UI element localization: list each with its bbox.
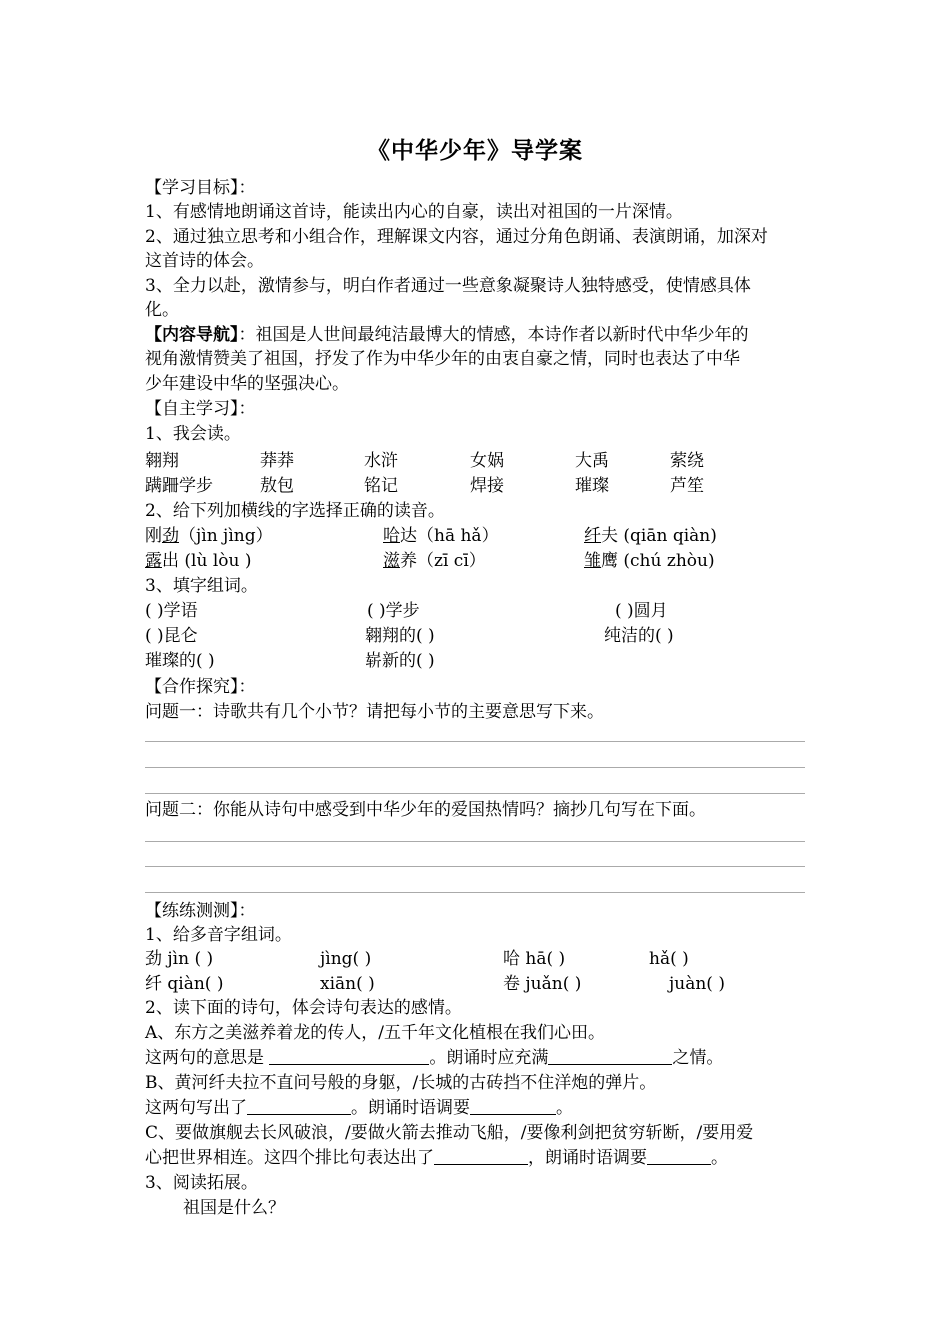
answer-prompt: 之情。 xyxy=(672,1048,724,1068)
objective-line: 2、通过独立思考和小组合作，理解课文内容，通过分角色朗诵、表演朗诵，加深对 xyxy=(145,227,768,247)
poem-c-answer xyxy=(145,1146,728,1170)
answer-prompt: 。 xyxy=(711,1148,728,1168)
fill-blank-item[interactable]: 崭新的( ) xyxy=(365,651,435,671)
pronunciation-item xyxy=(584,524,717,548)
read-word: 蹒跚学步 xyxy=(145,476,213,496)
answer-blank[interactable] xyxy=(247,1098,351,1115)
polyphone-blank[interactable]: 劲 jìn ( ) xyxy=(145,949,214,969)
page-title: 《中华少年》导学案 xyxy=(367,137,583,164)
underlined-char: 劲 xyxy=(162,526,179,546)
cooperate-question-1: 问题一：诗歌共有几个小节？请把每小节的主要意思写下来。 xyxy=(145,702,604,722)
answer-blank[interactable] xyxy=(647,1148,711,1165)
answer-prompt: ，朗诵时语调要 xyxy=(528,1148,647,1168)
pinyin-choices: 达（hā hǎ） xyxy=(400,526,499,546)
poem-question: 2、读下面的诗句，体会诗句表达的感情。 xyxy=(145,998,462,1018)
objective-line: 1、有感情地朗诵这首诗，能读出内心的自豪，读出对祖国的一片深情。 xyxy=(145,202,683,222)
pinyin-choices: 鹰 (chú zhòu) xyxy=(601,551,715,571)
read-word: 萦绕 xyxy=(670,451,704,471)
objective-line: 3、全力以赴，激情参与，明白作者通过一些意象凝聚诗人独特感受，使情感具体 xyxy=(145,276,751,296)
fill-blank-item[interactable]: ( )学步 xyxy=(367,601,420,621)
answer-line[interactable] xyxy=(145,793,805,794)
read-word: 大禹 xyxy=(575,451,609,471)
answer-blank[interactable] xyxy=(434,1148,528,1165)
read-question: 1、我会读。 xyxy=(145,424,241,444)
polyphone-blank[interactable]: 哈 hā( ) xyxy=(503,949,566,969)
guide-line: 视角激情赞美了祖国，抒发了作为中华少年的由衷自豪之情，同时也表达了中华 xyxy=(145,349,740,369)
answer-line[interactable] xyxy=(145,841,805,842)
read-word: 焊接 xyxy=(470,476,504,496)
underlined-char: 哈 xyxy=(383,526,400,546)
answer-prompt: 。朗诵时应充满 xyxy=(429,1048,549,1068)
pronunciation-question: 2、给下列加横线的字选择正确的读音。 xyxy=(145,501,445,521)
answer-line[interactable] xyxy=(145,866,805,867)
objective-line: 化。 xyxy=(145,300,179,320)
pronunciation-item xyxy=(584,549,715,573)
pinyin-choices: 养（zī cī） xyxy=(400,551,486,571)
poem-c: C、要做旗舰去长风破浪，/要做火箭去推动飞船，/要像利剑把贫穷斩断，/要用爱 xyxy=(145,1123,754,1143)
cooperate-question-2: 问题二：你能从诗句中感受到中华少年的爱国热情吗？摘抄几句写在下面。 xyxy=(145,800,706,820)
answer-line[interactable] xyxy=(145,741,805,742)
fill-blank-item[interactable]: ( )昆仑 xyxy=(145,626,198,646)
read-word: 敖包 xyxy=(260,476,294,496)
reading-title: 祖国是什么？ xyxy=(183,1198,285,1218)
polyphone-blank[interactable]: 卷 juǎn( ) xyxy=(503,974,582,994)
read-word: 莽莽 xyxy=(260,451,294,471)
poem-b: B、黄河纤夫拉不直问号般的身躯，/长城的古砖挡不住洋炮的弹片。 xyxy=(145,1073,657,1093)
self-study-heading: 【自主学习】： xyxy=(145,399,256,419)
pronunciation-item xyxy=(383,524,499,548)
read-word: 水浒 xyxy=(364,451,398,471)
read-word: 翱翔 xyxy=(145,451,179,471)
read-word: 芦笙 xyxy=(670,476,704,496)
pronunciation-item xyxy=(145,549,251,573)
fill-blank-item[interactable]: 翱翔的( ) xyxy=(365,626,435,646)
answer-blank[interactable] xyxy=(470,1098,556,1115)
polyphone-blank[interactable]: jìng( ) xyxy=(320,949,372,969)
cooperate-heading: 【合作探究】： xyxy=(145,677,256,697)
underlined-char: 滋 xyxy=(383,551,400,571)
answer-prompt: 心把世界相连。这四个排比句表达出了 xyxy=(145,1148,434,1168)
read-word: 铭记 xyxy=(364,476,398,496)
answer-prompt: 。朗诵时语调要 xyxy=(351,1098,470,1118)
underlined-char: 纤 xyxy=(584,526,601,546)
underlined-char: 雏 xyxy=(584,551,601,571)
poem-a-answer xyxy=(145,1046,723,1070)
objective-line: 这首诗的体会。 xyxy=(145,251,264,271)
polyphone-blank[interactable]: hǎ( ) xyxy=(649,949,689,969)
poem-b-answer xyxy=(145,1096,573,1120)
polyphone-blank[interactable]: juàn( ) xyxy=(669,974,725,994)
answer-blank[interactable] xyxy=(548,1048,672,1065)
answer-prompt: 这两句的意思是 xyxy=(145,1048,270,1068)
read-word: 女娲 xyxy=(470,451,504,471)
fill-blank-item[interactable]: ( )圆月 xyxy=(615,601,668,621)
polyphone-blank[interactable]: xiān( ) xyxy=(320,974,375,994)
guide-line: 少年建设中华的坚强决心。 xyxy=(145,374,349,394)
objectives-heading: 【学习目标】： xyxy=(145,178,256,198)
answer-prompt: 。 xyxy=(556,1098,573,1118)
answer-line[interactable] xyxy=(145,767,805,768)
char-prefix: 刚 xyxy=(145,526,162,546)
polyphone-question: 1、给多音字组词。 xyxy=(145,925,292,945)
polyphone-blank[interactable]: 纤 qiàn( ) xyxy=(145,974,224,994)
poem-a: A、东方之美滋养着龙的传人，/五千年文化植根在我们心田。 xyxy=(145,1023,606,1043)
fill-blank-item[interactable]: 纯洁的( ) xyxy=(604,626,674,646)
guide-heading: 【内容导航】 xyxy=(145,325,239,345)
fill-question: 3、填字组词。 xyxy=(145,576,258,596)
pronunciation-item xyxy=(383,549,486,573)
underlined-char: 露 xyxy=(145,551,162,571)
pinyin-choices: 出 (lù lòu ) xyxy=(162,551,252,571)
read-word: 璀璨 xyxy=(575,476,609,496)
guide-first-line xyxy=(145,323,749,347)
answer-line[interactable] xyxy=(145,892,805,893)
pinyin-choices: 夫 (qiān qiàn) xyxy=(601,526,717,546)
practice-heading: 【练练测测】： xyxy=(145,901,256,921)
fill-blank-item[interactable]: 璀璨的( ) xyxy=(145,651,215,671)
reading-question: 3、阅读拓展。 xyxy=(145,1173,258,1193)
guide-text: ：祖国是人世间最纯洁最博大的情感，本诗作者以新时代中华少年的 xyxy=(238,325,749,345)
pronunciation-item xyxy=(145,524,273,548)
answer-prompt: 这两句写出了 xyxy=(145,1098,247,1118)
fill-blank-item[interactable]: ( )学语 xyxy=(145,601,198,621)
pinyin-choices: （jìn jìng） xyxy=(179,526,273,546)
answer-blank[interactable] xyxy=(269,1048,429,1065)
